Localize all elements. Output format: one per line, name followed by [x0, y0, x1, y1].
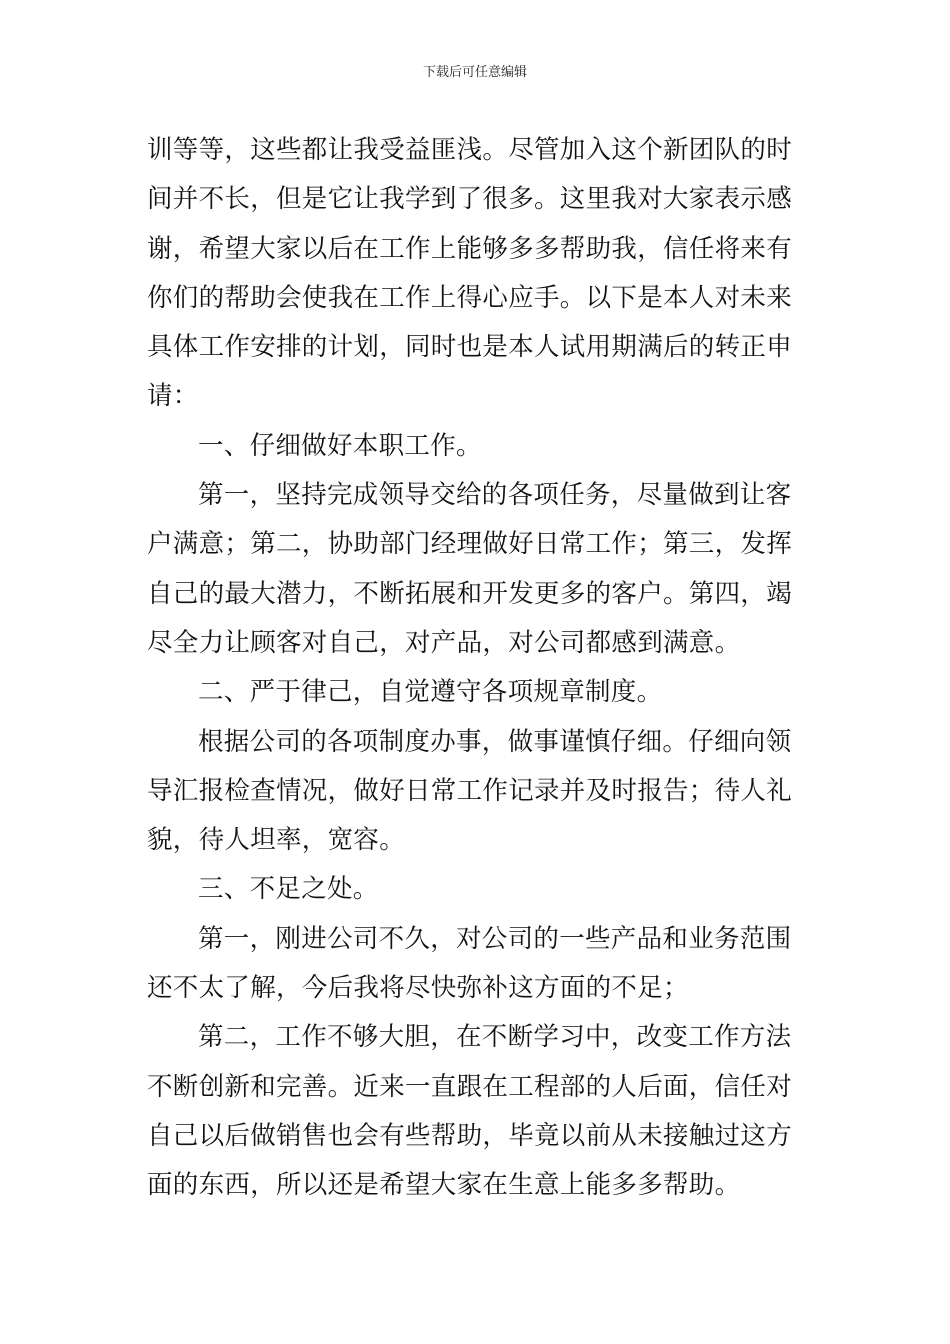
page-header: 下载后可任意编辑	[422, 65, 527, 80]
text-line: 具体工作安排的计划，同时也是本人试用期满后的转正申	[147, 332, 793, 363]
text-line: 户满意；第二，协助部门经理做好日常工作；第三，发挥	[147, 529, 793, 560]
text-line: 自己以后做销售也会有些帮助，毕竟以前从未接触过这方	[147, 1120, 793, 1151]
text-line: 自己的最大潜力，不断拓展和开发更多的客户。第四，竭	[147, 578, 793, 609]
text-line: 三、不足之处。	[198, 874, 379, 905]
text-line: 训等等，这些都让我受益匪浅。尽管加入这个新团队的时	[147, 135, 793, 165]
text-line: 根据公司的各项制度办事，做事谨慎仔细。仔细向领	[198, 726, 792, 757]
document-body	[147, 126, 807, 1211]
text-line: 面的东西，所以还是希望大家在生意上能多多帮助。	[147, 1170, 741, 1201]
text-line: 请：	[147, 381, 199, 412]
text-line: 一、仔细做好本职工作。	[198, 430, 482, 461]
text-line: 不断创新和完善。近来一直跟在工程部的人后面，信任对	[147, 1071, 793, 1102]
text-line: 还不太了解，今后我将尽快弥补这方面的不足；	[147, 973, 689, 1004]
text-line: 第二，工作不够大胆，在不断学习中，改变工作方法	[198, 1022, 792, 1053]
text-line: 谢，希望大家以后在工作上能够多多帮助我，信任将来有	[147, 233, 793, 264]
text-line: 貌，待人坦率，宽容。	[147, 825, 406, 856]
text-line: 尽全力让顾客对自己，对产品，对公司都感到满意。	[147, 627, 741, 658]
text-line: 第一，刚进公司不久，对公司的一些产品和业务范围	[198, 923, 792, 954]
text-line: 第一，坚持完成领导交给的各项任务，尽量做到让客	[198, 480, 792, 511]
text-line: 导汇报检查情况，做好日常工作记录并及时报告；待人礼	[147, 775, 793, 806]
text-line: 二、严于律己，自觉遵守各项规章制度。	[198, 677, 663, 708]
text-line: 间并不长，但是它让我学到了很多。这里我对大家表示感	[147, 184, 793, 215]
text-line: 你们的帮助会使我在工作上得心应手。以下是本人对未来	[147, 282, 793, 313]
